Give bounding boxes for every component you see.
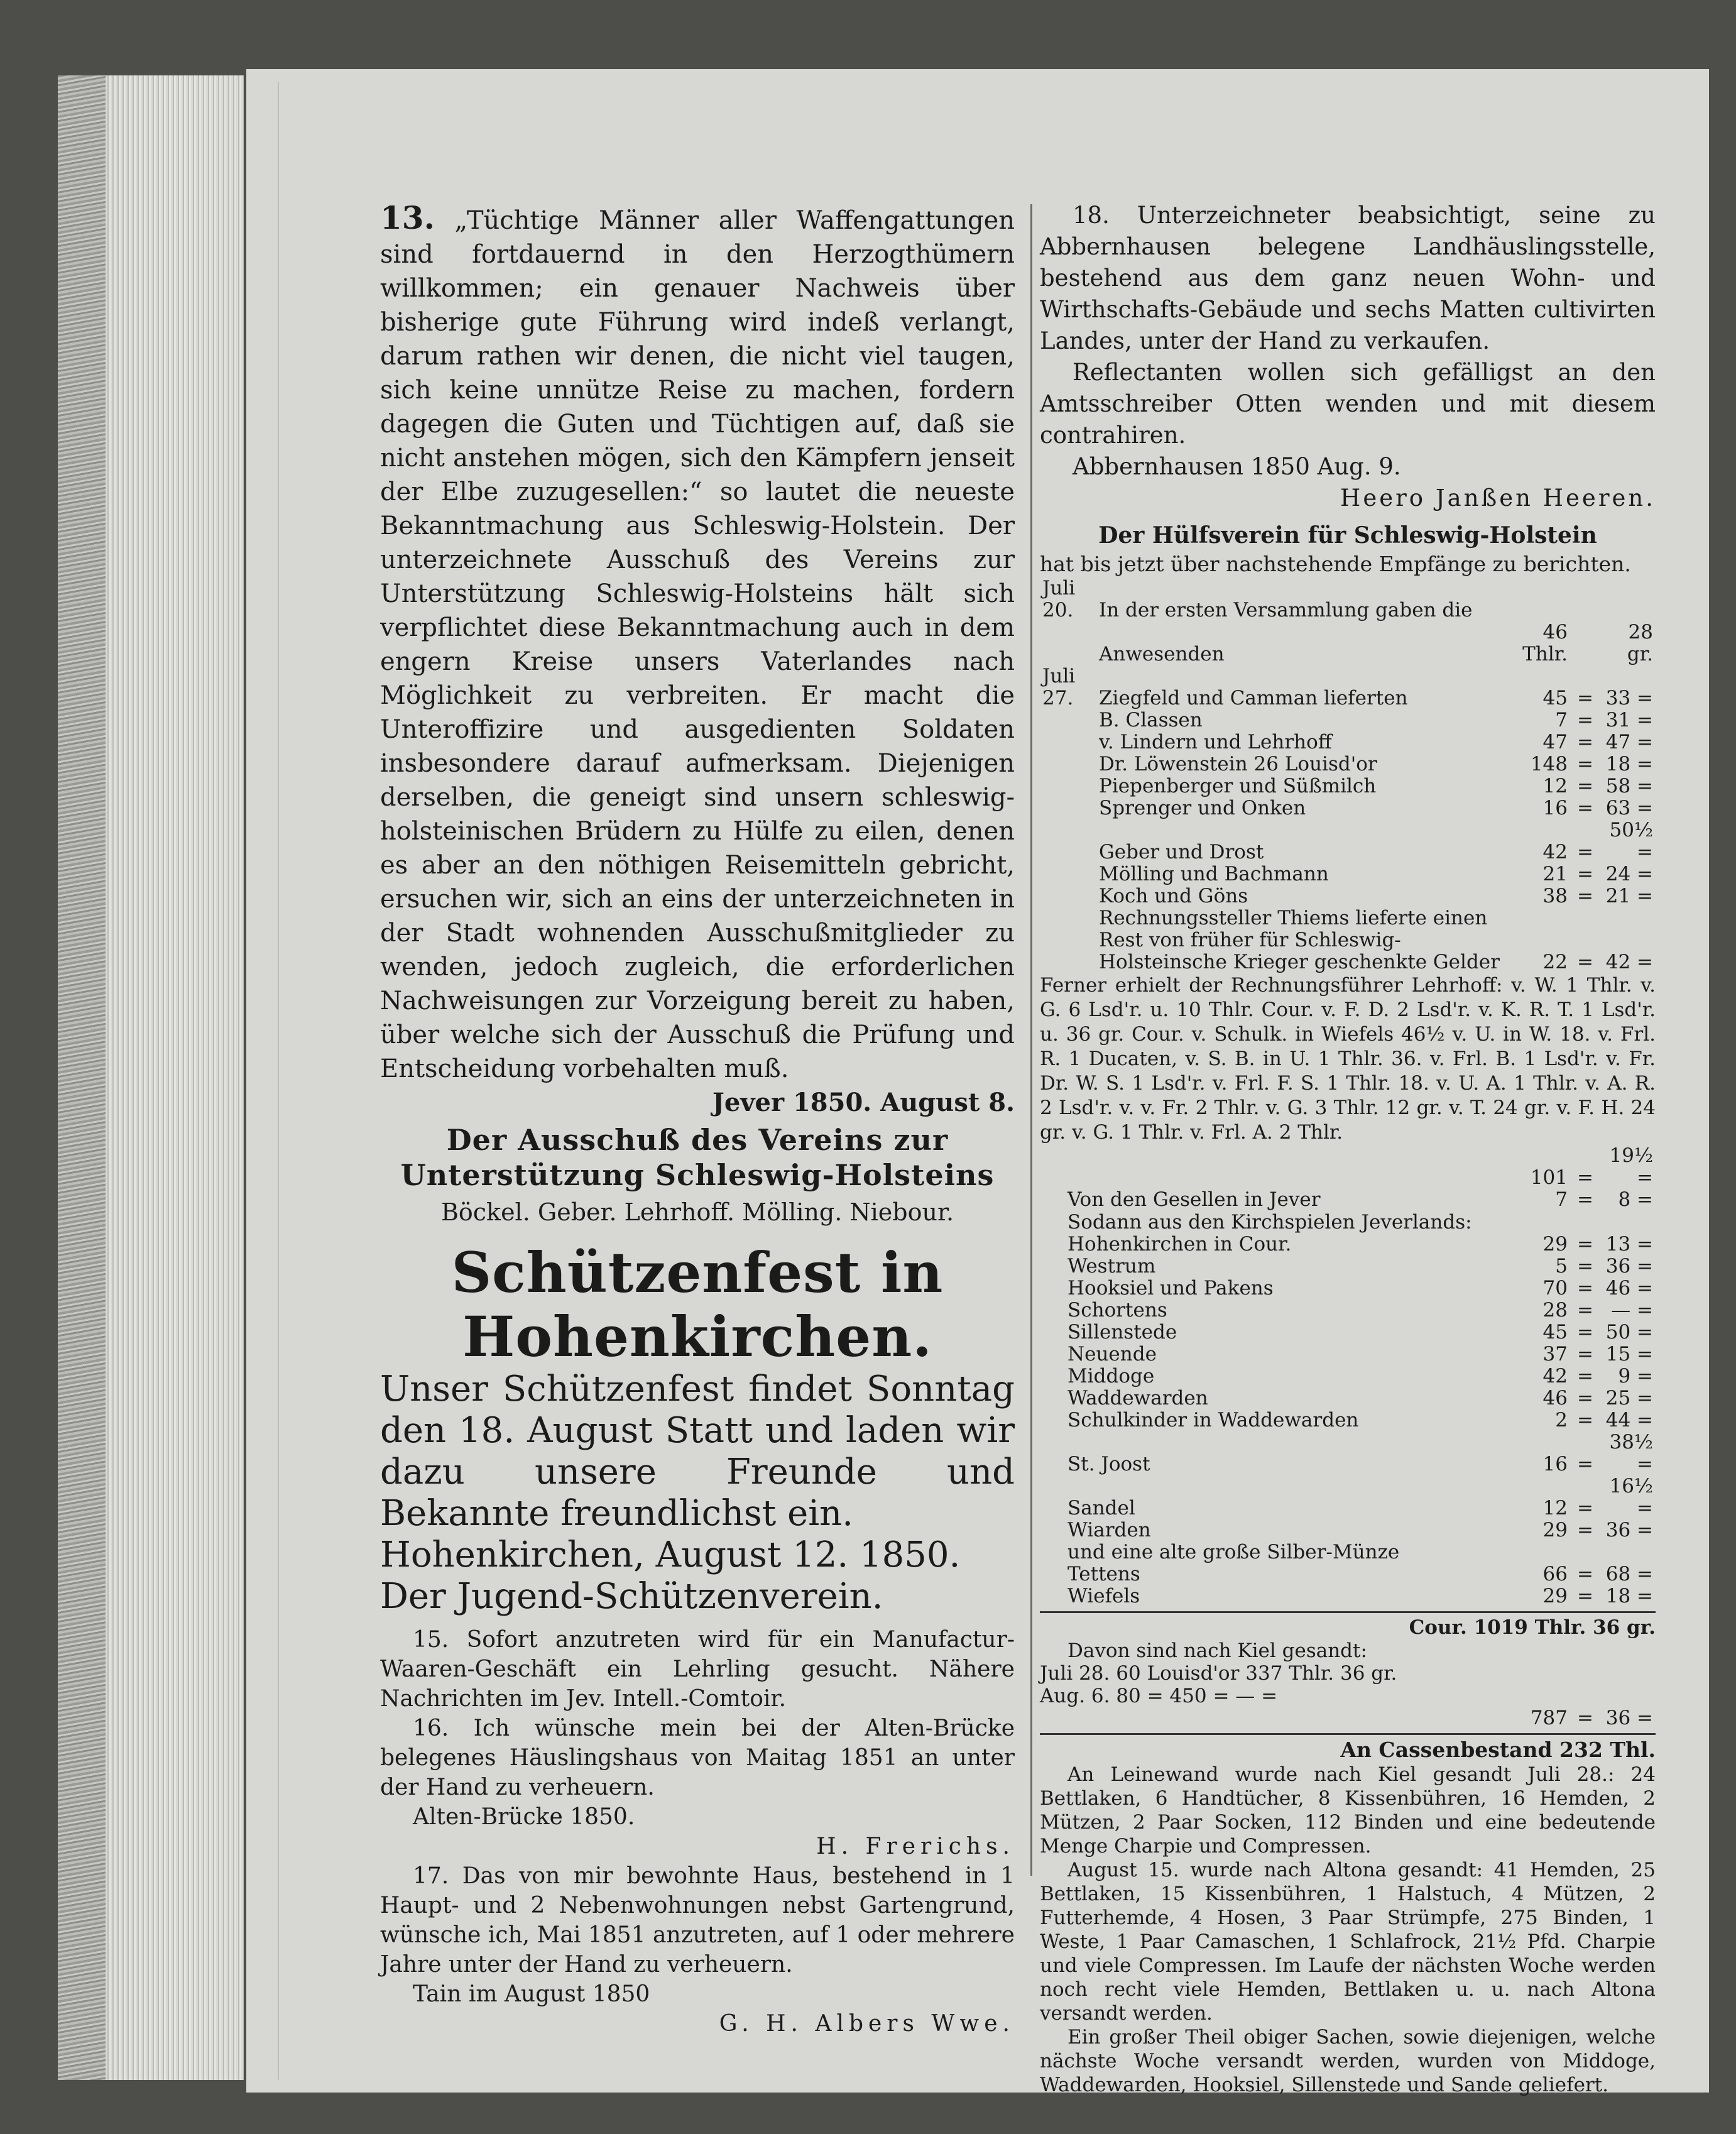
groschen-cell: 50½ = [1609,819,1653,863]
eq-cell: = [1577,1233,1593,1256]
linen-shipment: An Leinewand wurde nach Kiel gesandt Juli 28.: 24 Bettlaken, 6 Handtücher, 8 Kissenbühren, 16 Hemden, 2 Mützen, 2 Paar Socken, 112 Binden und eine bedeutende Menge Charpie und Compressen. [1040,1763,1656,1858]
entry-label: In der ersten Versammlung gaben die [1099,599,1473,621]
kiel-line-1: Juli 28. 60 Louisd'or 337 Thlr. 36 gr. [1040,1662,1397,1685]
ferner-sum-row [1040,1145,1656,1211]
left-column [380,201,1015,2038]
table-row [1040,1145,1656,1189]
notice-18-body: 18. Unterzeichneter beabsichtigt, seine zu Abbernhausen belegene Landhäuslingsstelle, bestehend aus dem ganz neuen Wohn- und Wirthschafts-Gebäude und sechs Matten cultivirten Landes, unter der Hand zu verkaufen. [1040,202,1656,354]
groschen-cell: 15 = [1605,1343,1653,1365]
entry-date: Juli 20. [1042,577,1076,621]
table-row [1040,1343,1656,1365]
groschen-cell: 13 = [1605,1233,1653,1256]
column-divider [1030,204,1032,1876]
entry-date [1040,731,1096,753]
entry-label: Rechnungssteller Thiems lieferte einen [1099,907,1488,929]
eq-cell: = [1577,1585,1593,1607]
notice-17-body: 17. Das von mir bewohnte Haus, bestehend in 1 Haupt- und 2 Nebenwohnungen nebst Gartengrund, wünsche ich, Mai 1851 anzutreten, auf 1 oder mehrere Jahre unter der Hand zu verheuern. [380,1863,1015,1978]
eq-cell: = [1577,1321,1593,1343]
notice-18 [1040,200,1656,514]
eq-cell: = [1577,1409,1593,1431]
kiel-sum-row [1040,1707,1656,1729]
groschen-cell: 19½ = [1609,1144,1653,1189]
thaler-cell: 21 [1542,863,1568,885]
kiel-heading: Davon sind nach Kiel gesandt: [1067,1639,1367,1662]
notice-13-body: „Tüchtige Männer aller Waffengattungen sind fortdauernd in den Herzogthümern willkommen; ein genauer Nachweis über bisherige gute Führung wird indeß verlangt, darum rathen wir denen, die nicht viel taugen, sich keine unnütze Reise zu machen, fordern dagegen die Guten und Tüchtigen auf, daß sie nicht anstehen mögen, sich den Kämpfern jenseit der Elbe zuzugesellen:“ so lautet die neueste Bekanntmachung aus Schleswig-Holstein. Der unterzeichnete Ausschuß des Vereins zur Unterstützung Schleswig-Holsteins hält sich verpflichtet diese Bekanntmachung auch in dem engern Kreise unsers Vaterlandes nach Möglichkeit zu verbreiten. Er macht die Unteroffizire und ausgedienten Soldaten insbesondere darauf aufmerksam. Diejenigen derselben, die geneigt sind unsern schleswig-holsteinischen Brüdern zu Hülfe zu eilen, denen es aber an den nöthigen Reisemitteln gebricht, ersuchen wir, sich an eins der unterzeichneten in der Stadt wohnenden Ausschußmitglieder zu wenden, jedoch zugleich, die erforderlichen Nachweisungen zur Vorzeigung bereit zu haben, über welche sich der Ausschuß die Prüfung und Entscheidung vorbehalten muß. [380,206,1015,1083]
groschen-cell: 46 = [1605,1277,1653,1300]
table-row [1040,1431,1656,1475]
eq-cell: = [1577,863,1593,885]
notice-18-place: Abbernhausen 1850 Aug. 9. [1073,453,1401,480]
thaler-cell: 2 [1555,1409,1568,1431]
notice-16-place: Alten-Brücke 1850. [413,1804,635,1830]
eq-cell: = [1577,1343,1593,1365]
table-row [1040,1234,1656,1256]
eq-cell [1570,907,1600,929]
groschen-cell: 68 = [1605,1563,1653,1585]
entry-date [1040,819,1096,863]
table-row [1040,1519,1656,1541]
eq-cell: = [1577,1255,1593,1278]
total-sum: Cour. 1019 Thlr. 36 gr. [1409,1616,1656,1639]
sum-rule [1040,1733,1656,1735]
entry-label: v. Lindern und Lehrhoff [1099,731,1332,753]
entry-label: Wiefels [1067,1585,1140,1607]
eq-cell [1570,1541,1600,1563]
thaler-cell: 47 [1542,731,1568,753]
cash-balance: An Cassenbestand 232 Thl. [1340,1737,1656,1762]
entry-label: Schortens [1067,1299,1167,1321]
thaler-cell: 38 [1542,885,1568,907]
groschen-cell: 36 = [1605,1255,1653,1278]
altona-shipment: August 15. wurde nach Altona gesandt: 41 Hemden, 25 Bettlaken, 15 Kissenbühren, 1 Halstuch, 4 Mützen, 2 Futterhemde, 4 Hosen, 3 Paar Strümpfe, 275 Binden, 1 Weste, 1 Paar Camaschen, 1 Schlafrock, 21½ Pfd. Charpie und viele Compressen. Im Laufe der nächsten Woche werden noch recht viele Hemden, Bettlaken u. u. nach Altona versandt werden. [1040,1859,1656,2025]
sum-rule [1040,1611,1656,1613]
table-row [1040,731,1656,753]
notice-13-dateline: Jever 1850. August 8. [712,1088,1015,1117]
eq-cell: = [1577,1563,1593,1585]
entry-label: Von den Gesellen in Jever [1067,1188,1321,1211]
table-row [1040,1321,1656,1343]
entry-date [1040,907,1096,929]
kiel-line-2: Aug. 6. 80 = 450 = — = [1040,1685,1278,1707]
groschen-cell: 25 = [1605,1387,1653,1409]
eq-cell: = [1577,1299,1593,1321]
festival-org: Der Jugend-Schützenverein. [380,1576,883,1617]
table-row [1040,775,1656,797]
thaler-cell: 7 [1555,709,1568,731]
eq-cell: = [1577,1497,1593,1519]
entry-date [1040,775,1096,797]
right-column [1040,200,1656,2097]
entry-label: Sandel [1067,1497,1135,1519]
eq-cell: = [1577,753,1593,775]
thaler-cell: 16 [1542,1453,1568,1475]
notice-15 [380,1625,1015,1714]
notice-16-signature: H. Frerichs. [816,1834,1015,1859]
eq-cell: = [1577,797,1593,819]
eq-cell: = [1577,1519,1593,1541]
sodann-text: Sodann aus den Kirchspielen Jeverlands: [1067,1211,1472,1234]
entry-label: Waddewarden [1067,1387,1208,1409]
table-row [1040,753,1656,775]
notice-16 [380,1714,1015,1861]
eq-cell: = [1577,885,1593,907]
table-row [1040,1707,1656,1729]
thaler-cell: 29 [1542,1585,1568,1607]
notice-15-body: 15. Sofort anzutreten wird für ein Manufactur-Waaren-Geschäft ein Lehrling gesucht. Nähere Nachrichten im Jev. Intell.-Comtoir. [380,1627,1015,1712]
groschen-cell [1600,577,1656,621]
thaler-cell: 7 [1555,1188,1568,1211]
closing-note: Ein großer Theil obiger Sachen, sowie diejenigen, welche nächste Woche versandt werden, wurden von Middoge, Waddewarden, Hooksiel, Sillenstede und Sande geliefert. [1040,2026,1656,2096]
thaler-cell: 70 [1542,1277,1568,1300]
receipts-table-2 [1040,1234,1656,1607]
groschen-cell: 47 = [1605,731,1653,753]
eq-cell: = [1577,1365,1593,1387]
entry-label: B. Classen [1099,709,1203,731]
thaler-cell: 12 [1542,1497,1568,1519]
entry-label: Schulkinder in Waddewarden [1067,1409,1359,1431]
verein-title: Der Hülfsverein für Schleswig-Holstein [1098,522,1597,549]
thaler-cell: 42 [1542,1365,1568,1387]
book-page-edges [106,75,244,2080]
table-row [1040,1563,1656,1585]
groschen-cell [1600,1541,1656,1563]
festival-text: Unser Schützenfest findet Sonntag den 18. August Statt und laden wir dazu unsere Freunde und Bekannte freundlichst ein. [380,1369,1015,1534]
eq-cell: = [1577,1277,1593,1300]
notice-17-place: Tain im August 1850 [413,1981,650,2007]
eq-cell: = [1577,1453,1593,1475]
table-row [1040,1365,1656,1387]
eq-cell: = [1577,731,1593,753]
groschen-cell: 31 = [1605,709,1653,731]
table-row [1040,1409,1656,1431]
groschen-cell: 42 = [1605,951,1653,973]
thaler-cell: 148 [1530,753,1568,775]
entry-date [1040,885,1096,907]
entry-label: und eine alte große Silber-Münze [1067,1541,1400,1563]
eq-cell: = [1577,687,1593,709]
eq-cell: = [1577,951,1593,973]
table-row [1040,1189,1656,1211]
notice-18-body2: Reflectanten wollen sich gefälligst an den Amtsschreiber Otten wenden und mit diesem contrahiren. [1040,359,1656,449]
thaler-cell: 787 [1530,1707,1568,1729]
table-row [1040,577,1656,621]
groschen-cell: 36 = [1605,1519,1653,1541]
eq-cell: = [1577,841,1593,863]
entry-date [1040,709,1096,731]
eq-cell: = [1577,1188,1593,1211]
entry-label: Dr. Löwenstein 26 Louisd'or [1099,753,1377,775]
thaler-cell: 42 [1542,841,1568,863]
festival-title: Schützenfest in Hohenkirchen. [451,1240,944,1369]
entry-date: Juli 27. [1042,665,1076,709]
groschen-cell: 63 = [1605,797,1653,819]
groschen-cell: 38½ = [1609,1431,1653,1475]
thaler-cell: 28 [1542,1299,1568,1321]
eq-cell: = [1577,709,1593,731]
table-row [1040,863,1656,885]
entry-label: Mölling und Bachmann [1099,863,1329,885]
thaler-cell: 29 [1542,1519,1568,1541]
table-row [1040,665,1656,709]
eq-cell: = [1577,775,1593,797]
receipts-table-1 [1040,577,1656,973]
groschen-cell: 24 = [1605,863,1653,885]
thaler-cell: 22 [1542,951,1568,973]
table-row [1040,1256,1656,1278]
entry-label: Neuende [1067,1343,1157,1365]
groschen-cell: 28 gr. [1627,621,1653,665]
groschen-cell: 9 = [1618,1365,1653,1387]
table-row [1040,1387,1656,1409]
notice-number: 13. [380,199,435,236]
table-row [1040,929,1656,973]
thaler-cell: 12 [1542,775,1568,797]
thaler-cell: 5 [1555,1255,1568,1278]
eq-cell [1570,577,1600,621]
entry-label: Geber und Drost [1099,841,1264,863]
notice-16-body: 16. Ich wünsche mein bei der Alten-Brücke belegenes Häuslingshaus von Maitag 1851 an unter der Hand zu verheuern. [380,1715,1015,1800]
table-row [1040,907,1656,929]
entry-label: Ziegfeld und Camman lieferten [1099,687,1408,709]
table-row [1040,1585,1656,1607]
entry-label: Middoge [1067,1365,1155,1387]
entry-label: Sillenstede [1067,1321,1177,1343]
thaler-cell [1502,577,1570,621]
groschen-cell: 58 = [1605,775,1653,797]
thaler-cell: 45 [1542,687,1568,709]
festival-place: Hohenkirchen, August 12. 1850. [380,1535,961,1575]
groschen-cell: 36 = [1605,1707,1653,1729]
entry-label: Westrum [1067,1255,1156,1278]
entry-date [1040,797,1096,819]
thaler-cell [1502,1541,1570,1563]
notice-13 [380,201,1015,1120]
thaler-cell: 101 [1530,1166,1568,1189]
groschen-cell: 21 = [1605,885,1653,907]
table-row [1040,1475,1656,1519]
table-row [1040,885,1656,907]
groschen-cell: 16½ = [1609,1475,1653,1519]
entry-label: Rest von früher für Schleswig-Holsteinsche Krieger geschenkte Gelder [1099,929,1500,973]
groschen-cell [1600,907,1656,929]
thaler-cell: 37 [1542,1343,1568,1365]
groschen-cell: 44 = [1605,1409,1653,1431]
verein-intro: hat bis jetzt über nachstehende Empfänge zu berichten. [1040,552,1631,576]
thaler-cell: 29 [1542,1233,1568,1256]
entry-label: Piepenberger und Süßmilch [1099,775,1377,797]
thaler-cell: 16 [1542,797,1568,819]
entry-label: St. Joost [1067,1453,1150,1475]
committee-signature: Der Ausschuß des Vereins zur Unterstützung Schleswig-Holsteins [400,1123,995,1192]
entry-date [1040,929,1096,973]
eq-cell: = [1577,1387,1593,1409]
groschen-cell: 18 = [1605,1585,1653,1607]
thaler-cell [1502,907,1570,929]
table-row [1040,1278,1656,1300]
entry-label: Hohenkirchen in Cour. [1067,1233,1292,1256]
thaler-cell: 46 Thlr. [1522,621,1568,665]
thaler-cell: 66 [1542,1563,1568,1585]
entry-label: Anwesenden [1099,643,1225,665]
entry-label: Tettens [1067,1563,1140,1585]
groschen-cell: 50 = [1605,1321,1653,1343]
entry-date [1040,863,1096,885]
table-row [1040,1541,1656,1563]
table-row [1040,621,1656,665]
table-row [1040,709,1656,731]
ferner-text: Ferner erhielt der Rechnungsführer Lehrhoff: v. W. 1 Thlr. v. G. 6 Lsd'r. u. 10 Thlr. Cour. v. F. D. 2 Lsd'r. v. K. R. T. 1 Lsd'r. u. 36 gr. Cour. v. Schulk. in Wiefels 46½ v. U. in W. 18. v. Frl. R. 1 Ducaten, v. S. B. in U. 1 Thlr. 36. v. Frl. B. 1 Lsd'r. v. Fr. Dr. W. S. 1 Lsd'r. v. Frl. F. S. 1 Thlr. 18. v. U. A. 1 Thlr. v. A. R. 2 Lsd'r. v. v. Fr. 2 Thlr. v. G. 3 Thlr. 12 gr. v. T. 24 gr. v. F. H. 24 gr. v. G. 1 Thlr. v. Frl. A. 2 Thlr. [1040,974,1656,1144]
thaler-cell: 45 [1542,1321,1568,1343]
groschen-cell: — = [1611,1299,1653,1321]
entry-label: Hooksiel und Pakens [1067,1277,1274,1300]
table-row [1040,819,1656,863]
groschen-cell: 18 = [1605,753,1653,775]
book-spine-marbled-edge [58,75,106,2080]
eq-cell: = [1577,1707,1593,1729]
eq-cell [1570,621,1600,665]
entry-date [1040,621,1096,665]
table-row [1040,797,1656,819]
notice-18-signature: Heero Janßen Heeren. [1340,484,1656,512]
entry-date [1040,753,1096,775]
committee-names: Böckel. Geber. Lehrhoff. Mölling. Niebour. [440,1198,954,1226]
groschen-cell: 33 = [1605,687,1653,709]
table-row [1040,1300,1656,1321]
groschen-cell: 8 = [1618,1188,1653,1211]
entry-label: Koch und Göns [1099,885,1248,907]
thaler-cell: 46 [1542,1387,1568,1409]
entry-label: Wiarden [1067,1519,1151,1541]
notice-17-signature: G. H. Albers Wwe. [719,2011,1015,2037]
entry-label: Sprenger und Onken [1099,797,1306,819]
notice-17 [380,1861,1015,2038]
eq-cell: = [1577,1166,1593,1189]
